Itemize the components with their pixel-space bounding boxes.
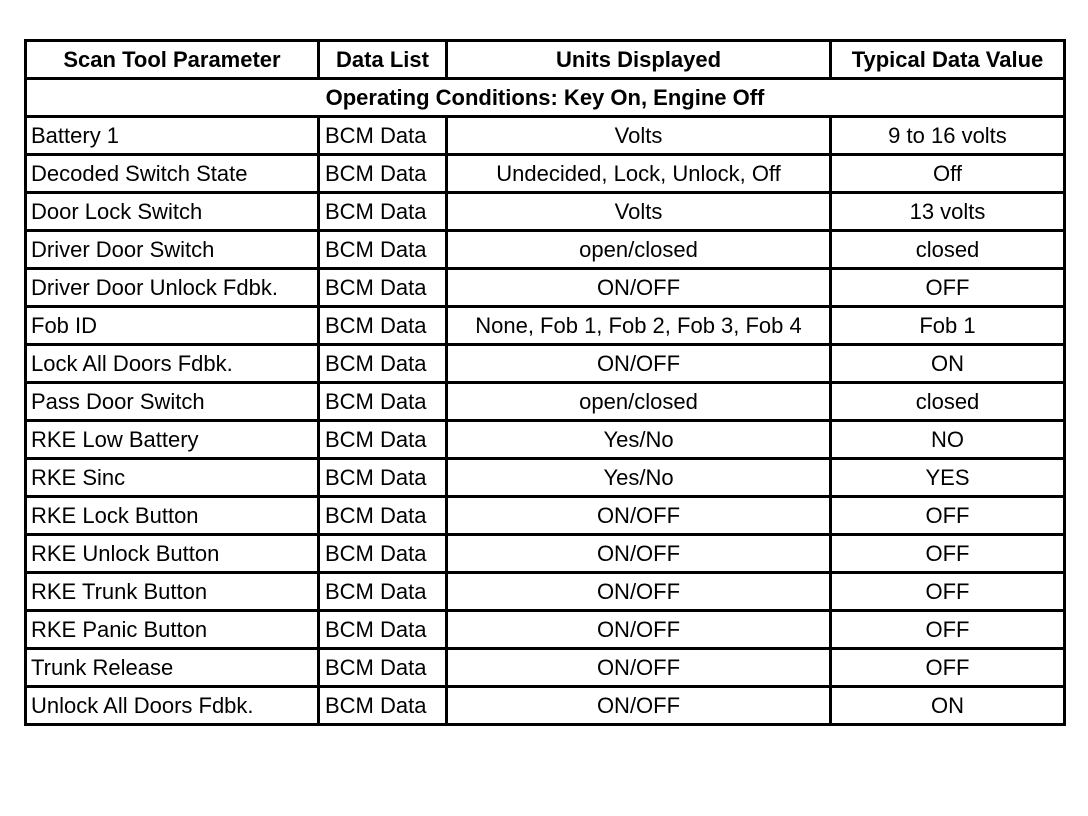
cell-units: ON/OFF bbox=[447, 611, 831, 649]
table-row bbox=[26, 421, 1065, 459]
cell-typical-value: 13 volts bbox=[831, 193, 1065, 231]
cell-typical-value: closed bbox=[831, 231, 1065, 269]
column-header-typical-value: Typical Data Value bbox=[831, 41, 1065, 79]
cell-units: Yes/No bbox=[447, 421, 831, 459]
cell-parameter: RKE Trunk Button bbox=[26, 573, 319, 611]
cell-parameter: Battery 1 bbox=[26, 117, 319, 155]
section-row bbox=[26, 79, 1065, 117]
cell-data-list: BCM Data bbox=[319, 383, 447, 421]
cell-parameter: Driver Door Switch bbox=[26, 231, 319, 269]
cell-units: ON/OFF bbox=[447, 269, 831, 307]
cell-units: open/closed bbox=[447, 383, 831, 421]
cell-typical-value: OFF bbox=[831, 535, 1065, 573]
cell-parameter: Trunk Release bbox=[26, 649, 319, 687]
cell-data-list: BCM Data bbox=[319, 231, 447, 269]
cell-units: None, Fob 1, Fob 2, Fob 3, Fob 4 bbox=[447, 307, 831, 345]
cell-units: ON/OFF bbox=[447, 649, 831, 687]
cell-typical-value: 9 to 16 volts bbox=[831, 117, 1065, 155]
cell-typical-value: YES bbox=[831, 459, 1065, 497]
cell-units: ON/OFF bbox=[447, 535, 831, 573]
cell-units: ON/OFF bbox=[447, 573, 831, 611]
table-row bbox=[26, 497, 1065, 535]
cell-units: open/closed bbox=[447, 231, 831, 269]
table-row bbox=[26, 231, 1065, 269]
table-row bbox=[26, 611, 1065, 649]
cell-typical-value: OFF bbox=[831, 497, 1065, 535]
cell-units: ON/OFF bbox=[447, 497, 831, 535]
cell-typical-value: OFF bbox=[831, 573, 1065, 611]
cell-typical-value: OFF bbox=[831, 269, 1065, 307]
cell-data-list: BCM Data bbox=[319, 193, 447, 231]
cell-parameter: Unlock All Doors Fdbk. bbox=[26, 687, 319, 725]
column-header-units: Units Displayed bbox=[447, 41, 831, 79]
cell-parameter: RKE Lock Button bbox=[26, 497, 319, 535]
cell-parameter: RKE Panic Button bbox=[26, 611, 319, 649]
table-body bbox=[26, 79, 1065, 725]
cell-data-list: BCM Data bbox=[319, 649, 447, 687]
cell-units: Undecided, Lock, Unlock, Off bbox=[447, 155, 831, 193]
cell-units: ON/OFF bbox=[447, 345, 831, 383]
table-row bbox=[26, 573, 1065, 611]
table-row bbox=[26, 459, 1065, 497]
cell-parameter: Fob ID bbox=[26, 307, 319, 345]
cell-typical-value: Fob 1 bbox=[831, 307, 1065, 345]
cell-units: Volts bbox=[447, 193, 831, 231]
column-header-parameter: Scan Tool Parameter bbox=[26, 41, 319, 79]
table-row bbox=[26, 383, 1065, 421]
table-row bbox=[26, 193, 1065, 231]
table-row bbox=[26, 535, 1065, 573]
cell-data-list: BCM Data bbox=[319, 345, 447, 383]
cell-units: ON/OFF bbox=[447, 687, 831, 725]
table-row bbox=[26, 345, 1065, 383]
cell-typical-value: OFF bbox=[831, 611, 1065, 649]
cell-data-list: BCM Data bbox=[319, 307, 447, 345]
table-row bbox=[26, 155, 1065, 193]
cell-typical-value: NO bbox=[831, 421, 1065, 459]
cell-units: Volts bbox=[447, 117, 831, 155]
cell-data-list: BCM Data bbox=[319, 117, 447, 155]
cell-typical-value: closed bbox=[831, 383, 1065, 421]
cell-parameter: Door Lock Switch bbox=[26, 193, 319, 231]
cell-typical-value: ON bbox=[831, 345, 1065, 383]
cell-parameter: RKE Low Battery bbox=[26, 421, 319, 459]
table-row bbox=[26, 687, 1065, 725]
section-label: Operating Conditions: Key On, Engine Off bbox=[26, 79, 1065, 117]
table-row bbox=[26, 649, 1065, 687]
table-row bbox=[26, 269, 1065, 307]
cell-units: Yes/No bbox=[447, 459, 831, 497]
cell-data-list: BCM Data bbox=[319, 535, 447, 573]
cell-parameter: RKE Sinc bbox=[26, 459, 319, 497]
cell-data-list: BCM Data bbox=[319, 421, 447, 459]
cell-parameter: Driver Door Unlock Fdbk. bbox=[26, 269, 319, 307]
cell-parameter: RKE Unlock Button bbox=[26, 535, 319, 573]
table-row bbox=[26, 117, 1065, 155]
cell-typical-value: OFF bbox=[831, 649, 1065, 687]
cell-data-list: BCM Data bbox=[319, 459, 447, 497]
cell-typical-value: Off bbox=[831, 155, 1065, 193]
cell-parameter: Pass Door Switch bbox=[26, 383, 319, 421]
scan-tool-data-table bbox=[24, 39, 1066, 726]
cell-parameter: Lock All Doors Fdbk. bbox=[26, 345, 319, 383]
cell-data-list: BCM Data bbox=[319, 155, 447, 193]
header-row bbox=[26, 41, 1065, 79]
column-header-data-list: Data List bbox=[319, 41, 447, 79]
cell-data-list: BCM Data bbox=[319, 687, 447, 725]
cell-parameter: Decoded Switch State bbox=[26, 155, 319, 193]
cell-data-list: BCM Data bbox=[319, 611, 447, 649]
cell-data-list: BCM Data bbox=[319, 497, 447, 535]
cell-data-list: BCM Data bbox=[319, 573, 447, 611]
table-row bbox=[26, 307, 1065, 345]
cell-typical-value: ON bbox=[831, 687, 1065, 725]
cell-data-list: BCM Data bbox=[319, 269, 447, 307]
